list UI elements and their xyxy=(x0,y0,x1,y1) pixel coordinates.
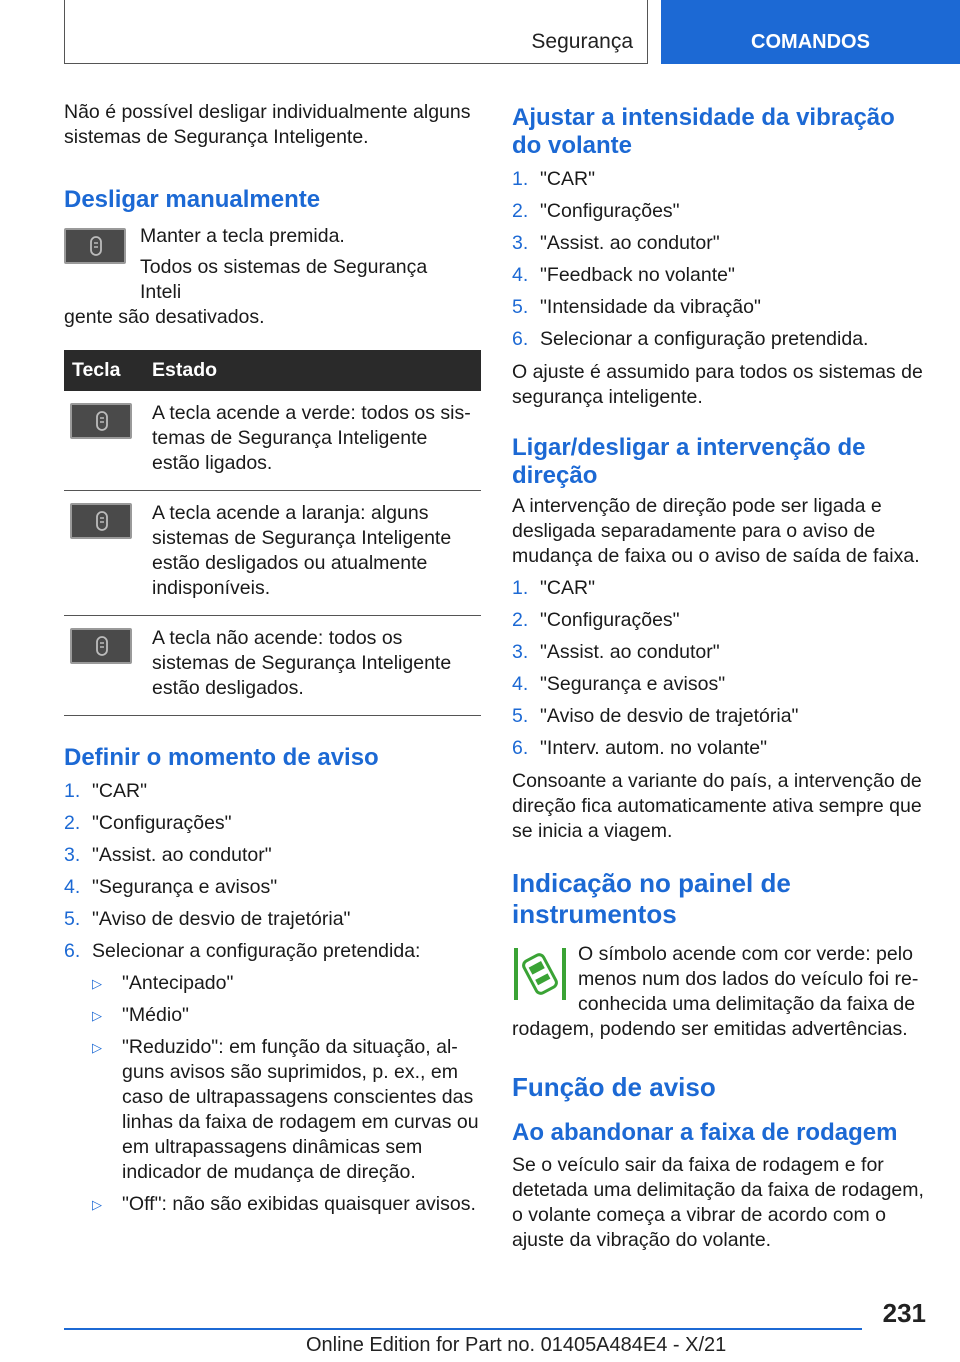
manual-p1: Manter a tecla premida. xyxy=(140,225,345,247)
safety-key-icon xyxy=(70,403,132,439)
list-item: 1. "CAR" xyxy=(64,780,148,802)
table-cell-state: A tecla acende a verde: todos os sistemas de Segurança Inteligente estão ligados. xyxy=(144,391,481,491)
table-row xyxy=(64,491,481,616)
header-section: Segurança xyxy=(531,30,633,53)
heading-leaving-lane: Ao abandonar a faixa de rodagem xyxy=(512,1119,898,1146)
footer-edition: Online Edition for Part no. 01405A484E4 - X/21 xyxy=(306,1334,727,1356)
vibration-steps xyxy=(512,167,926,352)
table-row xyxy=(64,616,481,716)
page-number: 231 xyxy=(882,1298,926,1328)
table-header-state: Estado xyxy=(144,350,481,391)
list-item: 3. "Assist. ao condutor" xyxy=(64,844,272,866)
sub-list-item: ▷ "Médio" xyxy=(92,1004,189,1026)
table-header-key: Tecla xyxy=(64,350,144,391)
left-column xyxy=(64,100,481,1217)
triangle-bullet-icon: ▷ xyxy=(92,1197,102,1212)
triangle-bullet-icon: ▷ xyxy=(92,1008,102,1023)
key-status-table xyxy=(64,350,481,716)
manual-p2-start: Todos os sistemas de Segurança Inteli xyxy=(140,256,428,303)
list-item: 6. Selecionar a configuração pretendida. xyxy=(512,328,869,350)
list-item: 4. "Segurança e avisos" xyxy=(512,673,726,695)
list-item: 4. "Segurança e avisos" xyxy=(64,876,278,898)
list-item: 2. "Configurações" xyxy=(512,609,680,631)
list-item: 6. "Interv. autom. no volante" xyxy=(512,737,768,759)
warning-time-steps xyxy=(64,779,481,1217)
table-row xyxy=(64,391,481,491)
list-item: 2. "Configurações" xyxy=(64,812,232,834)
steering-note: Consoante a variante do país, a intervenção de direção fica automaticamente ativa sempre que se inicia a viagem. xyxy=(512,770,922,842)
manual-p2-end: gente são desativados. xyxy=(64,306,265,328)
steering-steps xyxy=(512,576,926,761)
header-box xyxy=(64,0,648,64)
leaving-lane-text: Se o veículo sair da faixa de rodagem e for detetada uma delimitação da faixa de rodagem, o volante começa a vibrar de acordo com o ajuste da vibração do volante. xyxy=(512,1154,924,1251)
footer-divider xyxy=(64,1328,862,1330)
list-item: 3. "Assist. ao condutor" xyxy=(512,641,720,663)
list-item: 4. "Feedback no volante" xyxy=(512,264,735,286)
heading-steering: Ligar/desligar a intervenção de direção xyxy=(512,434,866,489)
list-item: 5. "Aviso de desvio de trajetória" xyxy=(512,705,799,727)
heading-warning-time: Definir o momento de aviso xyxy=(64,744,379,771)
heading-manual-off: Desligar manualmente xyxy=(64,186,321,213)
list-item: 2. "Configurações" xyxy=(512,200,680,222)
list-item: 5. "Intensidade da vibração" xyxy=(512,296,761,318)
right-column xyxy=(512,100,926,1253)
triangle-bullet-icon: ▷ xyxy=(92,1040,102,1055)
indication-text-start: O símbolo acende com cor verde: pelo menos num dos lados do veículo foi reconhecida uma delimitação da faixa de xyxy=(578,943,919,1015)
sub-list-item: ▷ "Off": não são exibidas quaisquer avisos. xyxy=(92,1193,476,1215)
lane-departure-symbol-icon xyxy=(512,946,568,1002)
heading-vibration: Ajustar a intensidade da vibração do volante xyxy=(512,104,895,159)
sub-list-item: ▷ "Antecipado" xyxy=(92,972,234,994)
safety-key-icon xyxy=(70,503,132,539)
indication-text-end: rodagem, podendo ser emitidas advertências. xyxy=(512,1018,908,1040)
triangle-bullet-icon: ▷ xyxy=(92,976,102,991)
list-item: 1. "CAR" xyxy=(512,577,596,599)
table-cell-state: A tecla não acende: todos os sistemas de Segurança Inteligente estão desligados. xyxy=(144,616,481,716)
manual-block xyxy=(64,224,481,305)
safety-key-icon xyxy=(70,628,132,664)
heading-indication: Indicação no painel de instrumentos xyxy=(512,868,791,929)
safety-key-icon xyxy=(64,228,126,264)
list-item: 5. "Aviso de desvio de trajetória" xyxy=(64,908,351,930)
heading-warning-function: Função de aviso xyxy=(512,1072,716,1102)
intro-text: Não é possível desligar individualmente alguns sistemas de Segurança Inteligente. xyxy=(64,101,471,148)
steering-text: A intervenção de direção pode ser ligada e desligada separadamente para o aviso de mudança de faixa ou o aviso de saída de faixa. xyxy=(512,495,920,567)
table-cell-state: A tecla acende a laranja: alguns sistemas de Segurança Inteligente estão desligados ou atualmente indisponíveis. xyxy=(144,491,481,616)
list-item: 3. "Assist. ao condutor" xyxy=(512,232,720,254)
list-item: 6. Selecionar a configuração pretendida: xyxy=(64,940,421,962)
list-item: 1. "CAR" xyxy=(512,168,596,190)
header-chapter-tab[interactable]: COMANDOS xyxy=(661,0,960,64)
vibration-note: O ajuste é assumido para todos os sistemas de segurança inteligente. xyxy=(512,361,923,408)
sub-list-item: ▷ "Reduzido": em função da situação, alguns avisos são suprimidos, p. ex., em caso de ultrapassagens conscientes das linhas da faixa de rodagem em curvas ou em ultrapassagens dinâmicas sem indicador de mudança de direção. xyxy=(92,1036,479,1183)
indication-block xyxy=(512,942,926,1017)
